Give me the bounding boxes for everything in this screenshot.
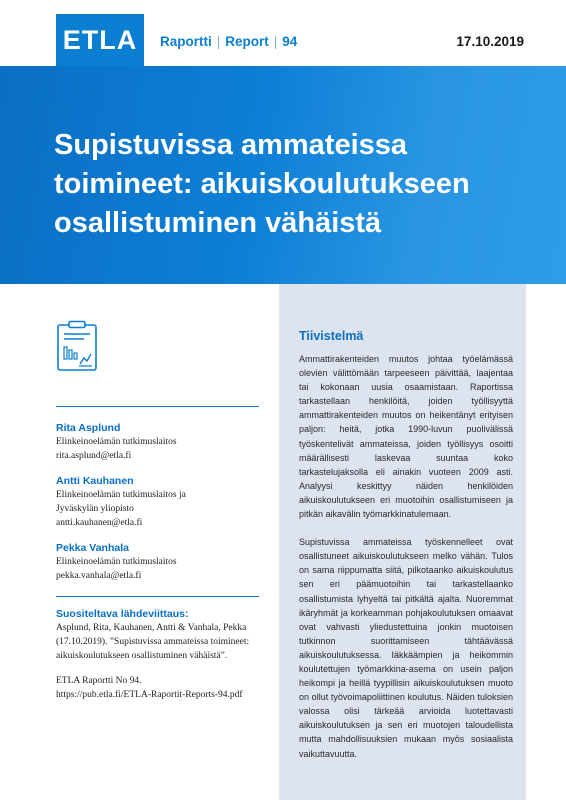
separator: | xyxy=(273,34,278,49)
author-affiliation: Elinkeinoelämän tutkimuslaitos xyxy=(56,557,177,567)
report-chart-icon xyxy=(56,320,98,372)
report-label-fi: Raportti xyxy=(160,34,212,49)
author-affiliation: Elinkeinoelämän tutkimuslaitos xyxy=(56,437,177,447)
report-title xyxy=(54,126,544,243)
citation-block xyxy=(56,607,268,702)
title-line: Supistuvissa ammateissa xyxy=(54,129,408,161)
header-bar xyxy=(0,0,566,66)
author-list xyxy=(56,421,266,594)
divider xyxy=(56,596,259,597)
author-affiliation: Elinkeinoelämän tutkimuslaitos ja xyxy=(56,490,186,500)
report-number: 94 xyxy=(282,34,298,49)
separator: | xyxy=(216,34,221,49)
summary-paragraph: Ammattirakenteiden muutos johtaa työelämässä olevien välittömään tarpeeseen päivittää, laajentaa tai kokonaan uusia osaamistaan. Raportissa tarkastellaan henkilöitä, joiden työllisyyttä ammattirakenteiden muutos on heikentänyt erityisen paljon: heitä, jotka 1990-luvun puolivälissä työskentelivät ammateissa, joiden työllisyys osoitti määrällisesti laskevaa suuntaa koko tarkastelujaksolla eli ainakin vuoteen 2009 asti. Analyysi keskittyy näiden henkilöiden aikuiskoulutukseen eri muotoihin osallistumiseen ja pitkän aikavälin työmarkkinatulemaan. xyxy=(299,354,513,520)
title-line: osallistuminen vähäistä xyxy=(54,207,382,239)
report-series: ETLA Raportti No 94. xyxy=(56,676,142,686)
author-affiliation: Jyväskylän yliopisto xyxy=(56,504,134,514)
author-name: Antti Kauhanen xyxy=(56,475,134,487)
citation-heading: Suositeltava lähdeviittaus: xyxy=(56,608,189,620)
author-email[interactable]: rita.asplund@etla.fi xyxy=(56,451,132,461)
author-email[interactable]: pekka.vanhala@etla.fi xyxy=(56,571,142,581)
divider xyxy=(56,406,259,407)
author-name: Rita Asplund xyxy=(56,422,121,434)
author-entry xyxy=(56,541,266,583)
summary-paragraph: Supistuvissa ammateissa työskennelleet ovat osallistuneet aikuiskoulutukseen melko vähän. Tulos on sama riippumatta siitä, pilkotaanko aikuiskoulutus sen eri päämuotoihin tai tarkastellaanko osallistumista lyhyeltä tai pitkältä ajalta. Nuoremmat ikäryhmät ja korkeamman pohjakoulutuksen omaavat ovat vahvasti yliedustettuina jonkin muotoisen tutkinnon suorittamiseen tähtäävässä aikuiskoulutuksessa. Iäkkäämpien ja heikommin koulutettujen työmarkkina-asema on usein paljon heikompi ja heillä tyypillisin aikuiskoulutuksen muoto on ollut työvoimapoliittinen koulutus. Näiden tuloksien valossa olisi tärkeää arvioida luotettavasti aikuiskoulutuksen ja sen eri muotojen taloudellista mutta mahdollisuuksien mukaan myös sosiaalista vaikuttavuutta. xyxy=(299,537,513,759)
author-entry xyxy=(56,421,266,463)
summary-heading: Tiivistelmä xyxy=(299,329,364,343)
publish-date: 17.10.2019 xyxy=(456,34,524,49)
title-line: toimineet: aikuiskoulutukseen xyxy=(54,168,470,200)
etla-logo[interactable]: ETLA xyxy=(56,14,144,66)
citation-reference xyxy=(56,674,268,702)
report-url[interactable]: https://pub.etla.fi/ETLA-Raportit-Reports-94.pdf xyxy=(56,690,243,700)
summary-panel xyxy=(279,284,526,800)
report-label-en: Report xyxy=(225,34,269,49)
citation-text: Asplund, Rita, Kauhanen, Antti & Vanhala, Pekka (17.10.2019). ”Supistuvissa ammateissa toimineet: aikuiskoulutukseen osallistuminen vähäistä”. xyxy=(56,623,250,661)
summary-body xyxy=(299,352,513,775)
author-email[interactable]: antti.kauhanen@etla.fi xyxy=(56,518,143,528)
author-entry xyxy=(56,474,266,530)
author-name: Pekka Vanhala xyxy=(56,542,129,554)
report-label xyxy=(160,34,297,49)
title-banner xyxy=(0,66,566,284)
